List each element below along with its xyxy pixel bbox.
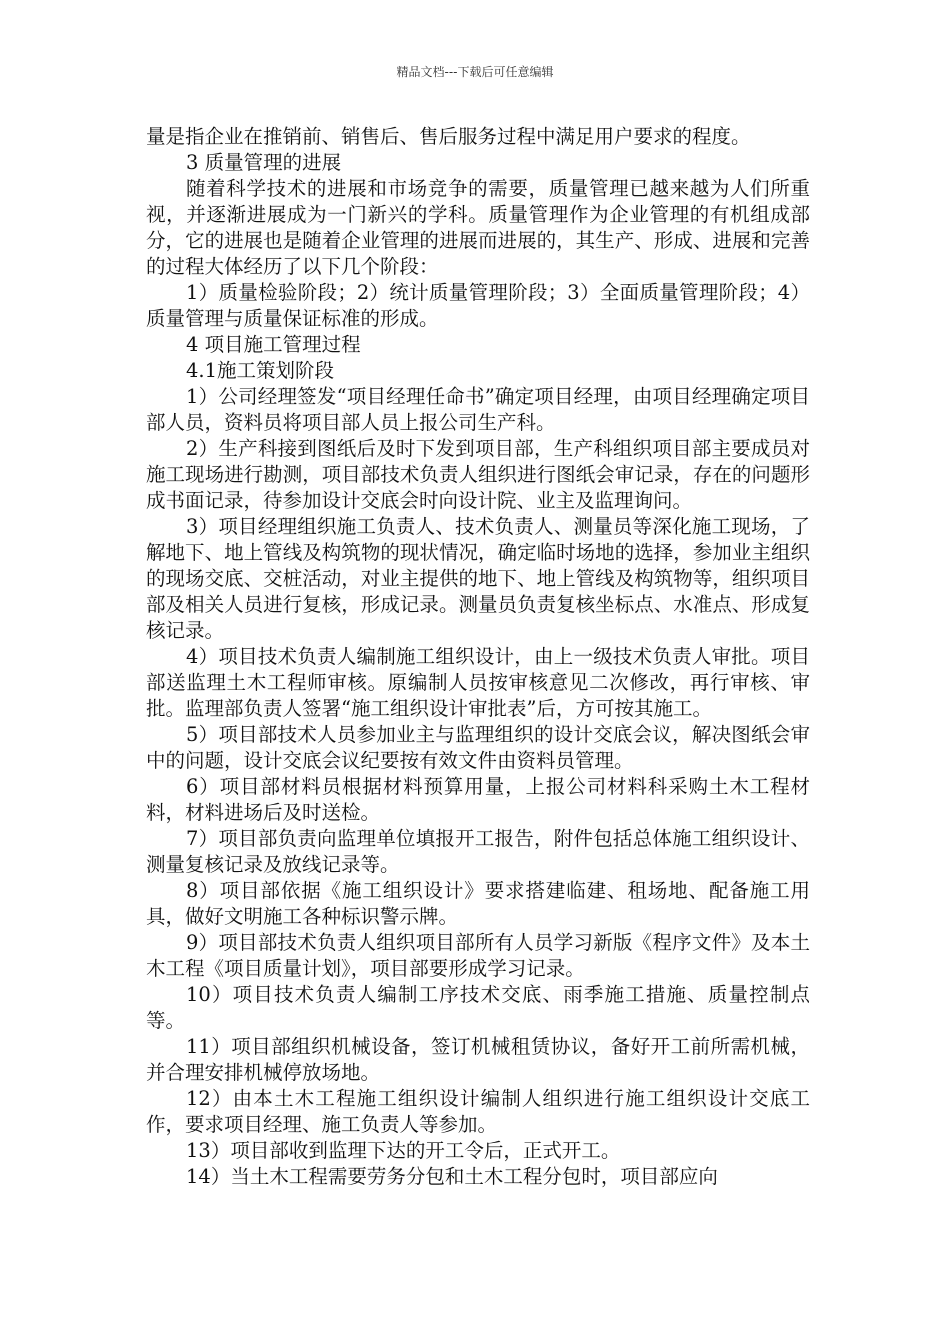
- list-item-10: 10）项目技术负责人编制工序技术交底、雨季施工措施、质量控制点等。: [146, 983, 810, 1032]
- list-item-8: 8）项目部依据《施工组织设计》要求搭建临建、租场地、配备施工用具，做好文明施工各种标识警示牌。: [146, 879, 810, 928]
- list-item-3: 3）项目经理组织施工负责人、技术负责人、测量员等深化施工现场，了解地下、地上管线及构筑物的现状情况，确定临时场地的选择，参加业主组织的现场交底、交桩活动，对业主提供的地下、地上管线及构筑物等，组织项目部及相关人员进行复核，形成记录。测量员负责复核坐标点、水准点、形成复核记录。: [146, 515, 810, 642]
- list-item-5: 5）项目部技术人员参加业主与监理组织的设计交底会议，解决图纸会审中的问题，设计交底会议纪要按有效文件由资料员管理。: [146, 723, 810, 772]
- list-item-11: 11）项目部组织机械设备，签订机械租赁协议，备好开工前所需机械，并合理安排机械停放场地。: [146, 1035, 810, 1084]
- section-heading-4: 4 项目施工管理过程: [186, 333, 361, 356]
- paragraph-quality-development: 随着科学技术的进展和市场竞争的需要，质量管理已越来越为人们所重视，并逐渐进展成为一门新兴的学科。质量管理作为企业管理的有机组成部分，它的进展也是随着企业管理的进展而进展的，其生产、形成、进展和完善的过程大体经历了以下几个阶段：: [146, 177, 810, 278]
- list-item-9: 9）项目部技术负责人组织项目部所有人员学习新版《程序文件》及本土木工程《项目质量计划》，项目部要形成学习记录。: [146, 931, 810, 980]
- document-body: [146, 124, 810, 1190]
- page-header: 精品文档---下载后可任意编辑: [396, 65, 554, 79]
- list-item-13: 13）项目部收到监理下达的开工令后，正式开工。: [186, 1139, 621, 1162]
- section-heading-3: 3 质量管理的进展: [186, 151, 342, 174]
- list-item-2: 2）生产科接到图纸后及时下发到项目部，生产科组织项目部主要成员对施工现场进行勘测，项目部技术负责人组织进行图纸会审记录，存在的问题形成书面记录，待参加设计交底会时向设计院、业主及监理询问。: [146, 437, 810, 512]
- list-item-1: 1）公司经理签发“项目经理任命书”确定项目经理，由项目经理确定项目部人员，资料员将项目部人员上报公司生产科。: [146, 385, 810, 434]
- list-item-6: 6）项目部材料员根据材料预算用量，上报公司材料科采购土木工程材料，材料进场后及时送检。: [146, 775, 810, 824]
- list-item-4: 4）项目技术负责人编制施工组织设计，由上一级技术负责人审批。项目部送监理土木工程师审核。原编制人员按审核意见二次修改，再行审核、审批。监理部负责人签署“施工组织设计审批表”后，方可按其施工。: [146, 645, 810, 720]
- paragraph-quality-definition: 量是指企业在推销前、销售后、售后服务过程中满足用户要求的程度。: [146, 125, 751, 148]
- list-item-14: 14）当土木工程需要劳务分包和土木工程分包时，项目部应向: [186, 1165, 718, 1188]
- paragraph-stages: 1）质量检验阶段；2）统计质量管理阶段；3）全面质量管理阶段；4）质量管理与质量保证标准的形成。: [146, 281, 810, 330]
- list-item-12: 12）由本土木工程施工组织设计编制人组织进行施工组织设计交底工作，要求项目经理、施工负责人等参加。: [146, 1087, 810, 1136]
- section-heading-4-1: 4.1施工策划阶段: [186, 359, 335, 382]
- list-item-7: 7）项目部负责向监理单位填报开工报告，附件包括总体施工组织设计、测量复核记录及放线记录等。: [146, 827, 810, 876]
